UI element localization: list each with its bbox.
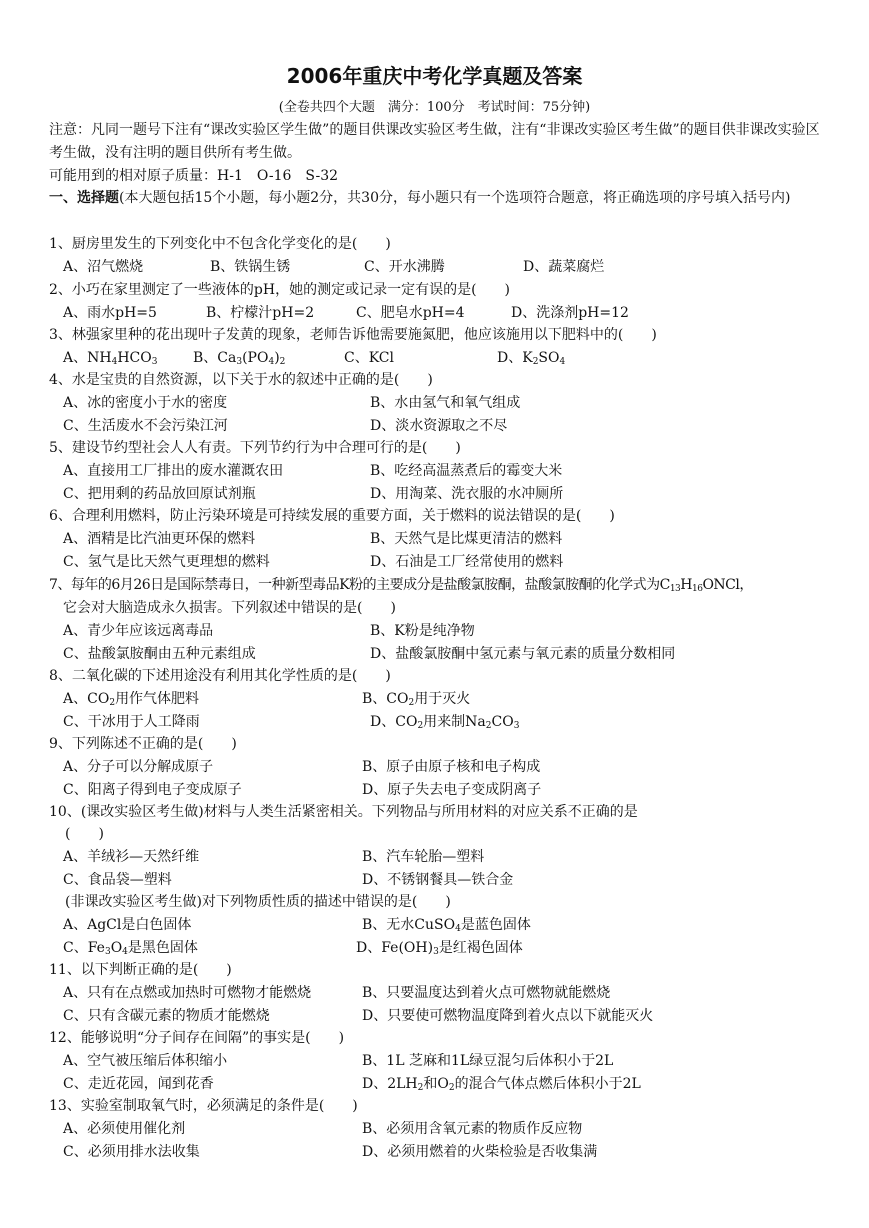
q6-stem: 6、合理利用燃料，防止污染环境是可持续发展的重要方面，关于燃料的说法错误的是( ) [49, 508, 615, 524]
q7-stem-line2: 它会对大脑造成永久损害。下列叙述中错误的是( ) [63, 600, 396, 616]
q10-option-b: B、汽车轮胎—塑料 [362, 849, 485, 865]
q9-option-b: B、原子由原子核和电子构成 [362, 759, 541, 775]
q11-option-d: D、只要使可燃物温度降到着火点以下就能灭火 [362, 1008, 654, 1024]
q6-option-b: B、天然气是比煤更清洁的燃料 [370, 531, 563, 547]
q10-alt-stem: (非课改实验区考生做)对下列物质性质的描述中错误的是( ) [65, 894, 451, 910]
q10-option-d: D、不锈钢餐具—铁合金 [362, 872, 514, 888]
q7-option-c: C、盐酸氯胺酮由五种元素组成 [63, 646, 256, 662]
q10-alt-option-a: A、AgCl是白色固体 [63, 917, 192, 933]
q9-option-d: D、原子失去电子变成阴离子 [362, 782, 542, 798]
q8-option-d: D、$CO_2$用来制$Na_2CO_3$ [370, 714, 520, 731]
q5-option-b: B、吃经高温蒸煮后的霉变大米 [370, 463, 563, 479]
q2-option-b: B、柠檬汁pH=2 [206, 305, 315, 321]
q9-option-a: A、分子可以分解成原子 [63, 759, 214, 775]
q10-option-a: A、羊绒衫—天然纤维 [63, 849, 200, 865]
q9-option-c: C、阳离子得到电子变成原子 [63, 782, 242, 798]
q13-option-a: A、必须使用催化剂 [63, 1121, 186, 1137]
q5-option-a: A、直接用工厂排出的废水灌溉农田 [63, 463, 284, 479]
q12-option-d: D、$2LH_2$和$O_2$的混合气体点燃后体积小于2L [362, 1076, 641, 1093]
q1-option-b: B、铁锅生锈 [210, 259, 291, 275]
q7-option-b: B、K粉是纯净物 [370, 623, 475, 639]
q1-option-c: C、开水沸腾 [364, 259, 445, 275]
q10-answer-paren: ( ) [65, 826, 104, 842]
q11-option-a: A、只有在点燃或加热时可燃物才能燃烧 [63, 985, 312, 1001]
q10-option-c: C、食品袋—塑料 [63, 872, 172, 888]
q10-alt-option-c: C、$Fe_3O_4$是黑色固体 [63, 940, 198, 957]
q9-stem: 9、下列陈述不正确的是( ) [49, 736, 237, 752]
q1-stem: 1、厨房里发生的下列变化中不包含化学变化的是( ) [49, 236, 391, 252]
q12-option-a: A、空气被压缩后体积缩小 [63, 1053, 228, 1069]
atomic-mass-text: 可能用到的相对原子质量：H-1 O-16 S-32 [49, 168, 339, 184]
q10-stem: 10、(课改实验区考生做)材料与人类生活紧密相关。下列物品与所用材料的对应关系不正确的是 [49, 804, 638, 820]
section1-desc: (本大题包括15个小题，每小题2分，共30分，每小题只有一个选项符合题意，将正确选项的序号填入括号内) [119, 190, 791, 206]
q5-option-c: C、把用剩的药品放回原试剂瓶 [63, 486, 256, 502]
q3-option-d: D、$K_2SO_4$ [497, 350, 566, 367]
q12-stem: 12、能够说明“分子间存在间隔”的事实是( ) [49, 1030, 345, 1046]
q2-option-d: D、洗涤剂pH=12 [511, 305, 629, 321]
q10-alt-option-b: B、无水CuSO$_4$是蓝色固体 [362, 917, 531, 934]
page-subtitle: (全卷共四个大题 满分：100分 考试时间：75分钟) [278, 100, 591, 115]
notice-text: 注意：凡同一题号下注有“课改实验区学生做”的题目供课改实验区考生做，注有“非课改实验区考生做”的题目供非课改实验区考生做，没有注明的题目供所有考生做。 [49, 122, 820, 161]
q6-option-d: D、石油是工厂经常使用的燃料 [370, 554, 564, 570]
q3-stem: 3、林强家里种的花出现叶子发黄的现象，老师告诉他需要施氮肥，他应该施用以下肥料中的( ) [49, 327, 657, 343]
q2-stem: 2、小巧在家里测定了一些液体的pH，她的测定或记录一定有误的是( ) [49, 282, 511, 298]
q7-option-a: A、青少年应该远离毒品 [63, 623, 214, 639]
q8-stem: 8、二氧化碳的下述用途没有利用其化学性质的是( ) [49, 668, 391, 684]
q1-option-a: A、沼气燃烧 [63, 259, 144, 275]
q13-option-b: B、必须用含氧元素的物质作反应物 [362, 1121, 583, 1137]
q5-option-d: D、用淘菜、洗衣服的水冲厕所 [370, 486, 564, 502]
q4-option-a: A、冰的密度小于水的密度 [63, 395, 228, 411]
q13-option-c: C、必须用排水法收集 [63, 1144, 200, 1160]
q11-stem: 11、以下判断正确的是( ) [49, 962, 232, 978]
q3-option-c: C、KCl [344, 350, 394, 366]
q1-option-d: D、蔬菜腐烂 [523, 259, 605, 275]
q4-option-d: D、淡水资源取之不尽 [370, 418, 508, 434]
q6-option-c: C、氢气是比天然气更理想的燃料 [63, 554, 270, 570]
q2-option-a: A、雨水pH=5 [63, 305, 157, 321]
q12-option-c: C、走近花园，闻到花香 [63, 1076, 214, 1092]
q8-option-b: B、$CO_2$用于灭火 [362, 691, 471, 708]
q7-stem: 7、每年的6月26日是国际禁毒日，一种新型毒品K粉的主要成分是盐酸氯胺酮，盐酸氯胺酮的化学式为$C_{13}H_{16}ONCl$， [49, 577, 753, 594]
q11-option-b: B、只要温度达到着火点可燃物就能燃烧 [362, 985, 611, 1001]
q13-stem: 13、实验室制取氧气时，必须满足的条件是( ) [49, 1098, 358, 1114]
q6-option-a: A、酒精是比汽油更环保的燃料 [63, 531, 256, 547]
q3-option-a: A、$NH_4HCO_3$ [63, 350, 158, 367]
q4-stem: 4、水是宝贵的自然资源，以下关于水的叙述中正确的是( ) [49, 372, 433, 388]
q8-option-a: A、$CO_2$用作气体肥料 [63, 691, 200, 708]
q3-option-b: B、$Ca_3(PO_4)_2$ [193, 350, 286, 367]
q12-option-b: B、1L 芝麻和1L绿豆混匀后体积小于2L [362, 1053, 614, 1069]
page-title: 2006年重庆中考化学真题及答案 [286, 64, 583, 88]
q10-alt-option-d: D、$Fe(OH)_3$是红褐色固体 [356, 940, 523, 957]
q11-option-c: C、只有含碳元素的物质才能燃烧 [63, 1008, 270, 1024]
q4-option-b: B、水由氢气和氧气组成 [370, 395, 521, 411]
q5-stem: 5、建设节约型社会人人有责。下列节约行为中合理可行的是( ) [49, 440, 461, 456]
q2-option-c: C、肥皂水pH=4 [356, 305, 465, 321]
q13-option-d: D、必须用燃着的火柴检验是否收集满 [362, 1144, 598, 1160]
q4-option-c: C、生活废水不会污染江河 [63, 418, 228, 434]
q7-option-d: D、盐酸氯胺酮中氢元素与氧元素的质量分数相同 [370, 646, 676, 662]
section1-header [49, 187, 829, 210]
section1-heading: 一、选择题 [49, 190, 119, 206]
q8-option-c: C、干冰用于人工降雨 [63, 714, 200, 730]
